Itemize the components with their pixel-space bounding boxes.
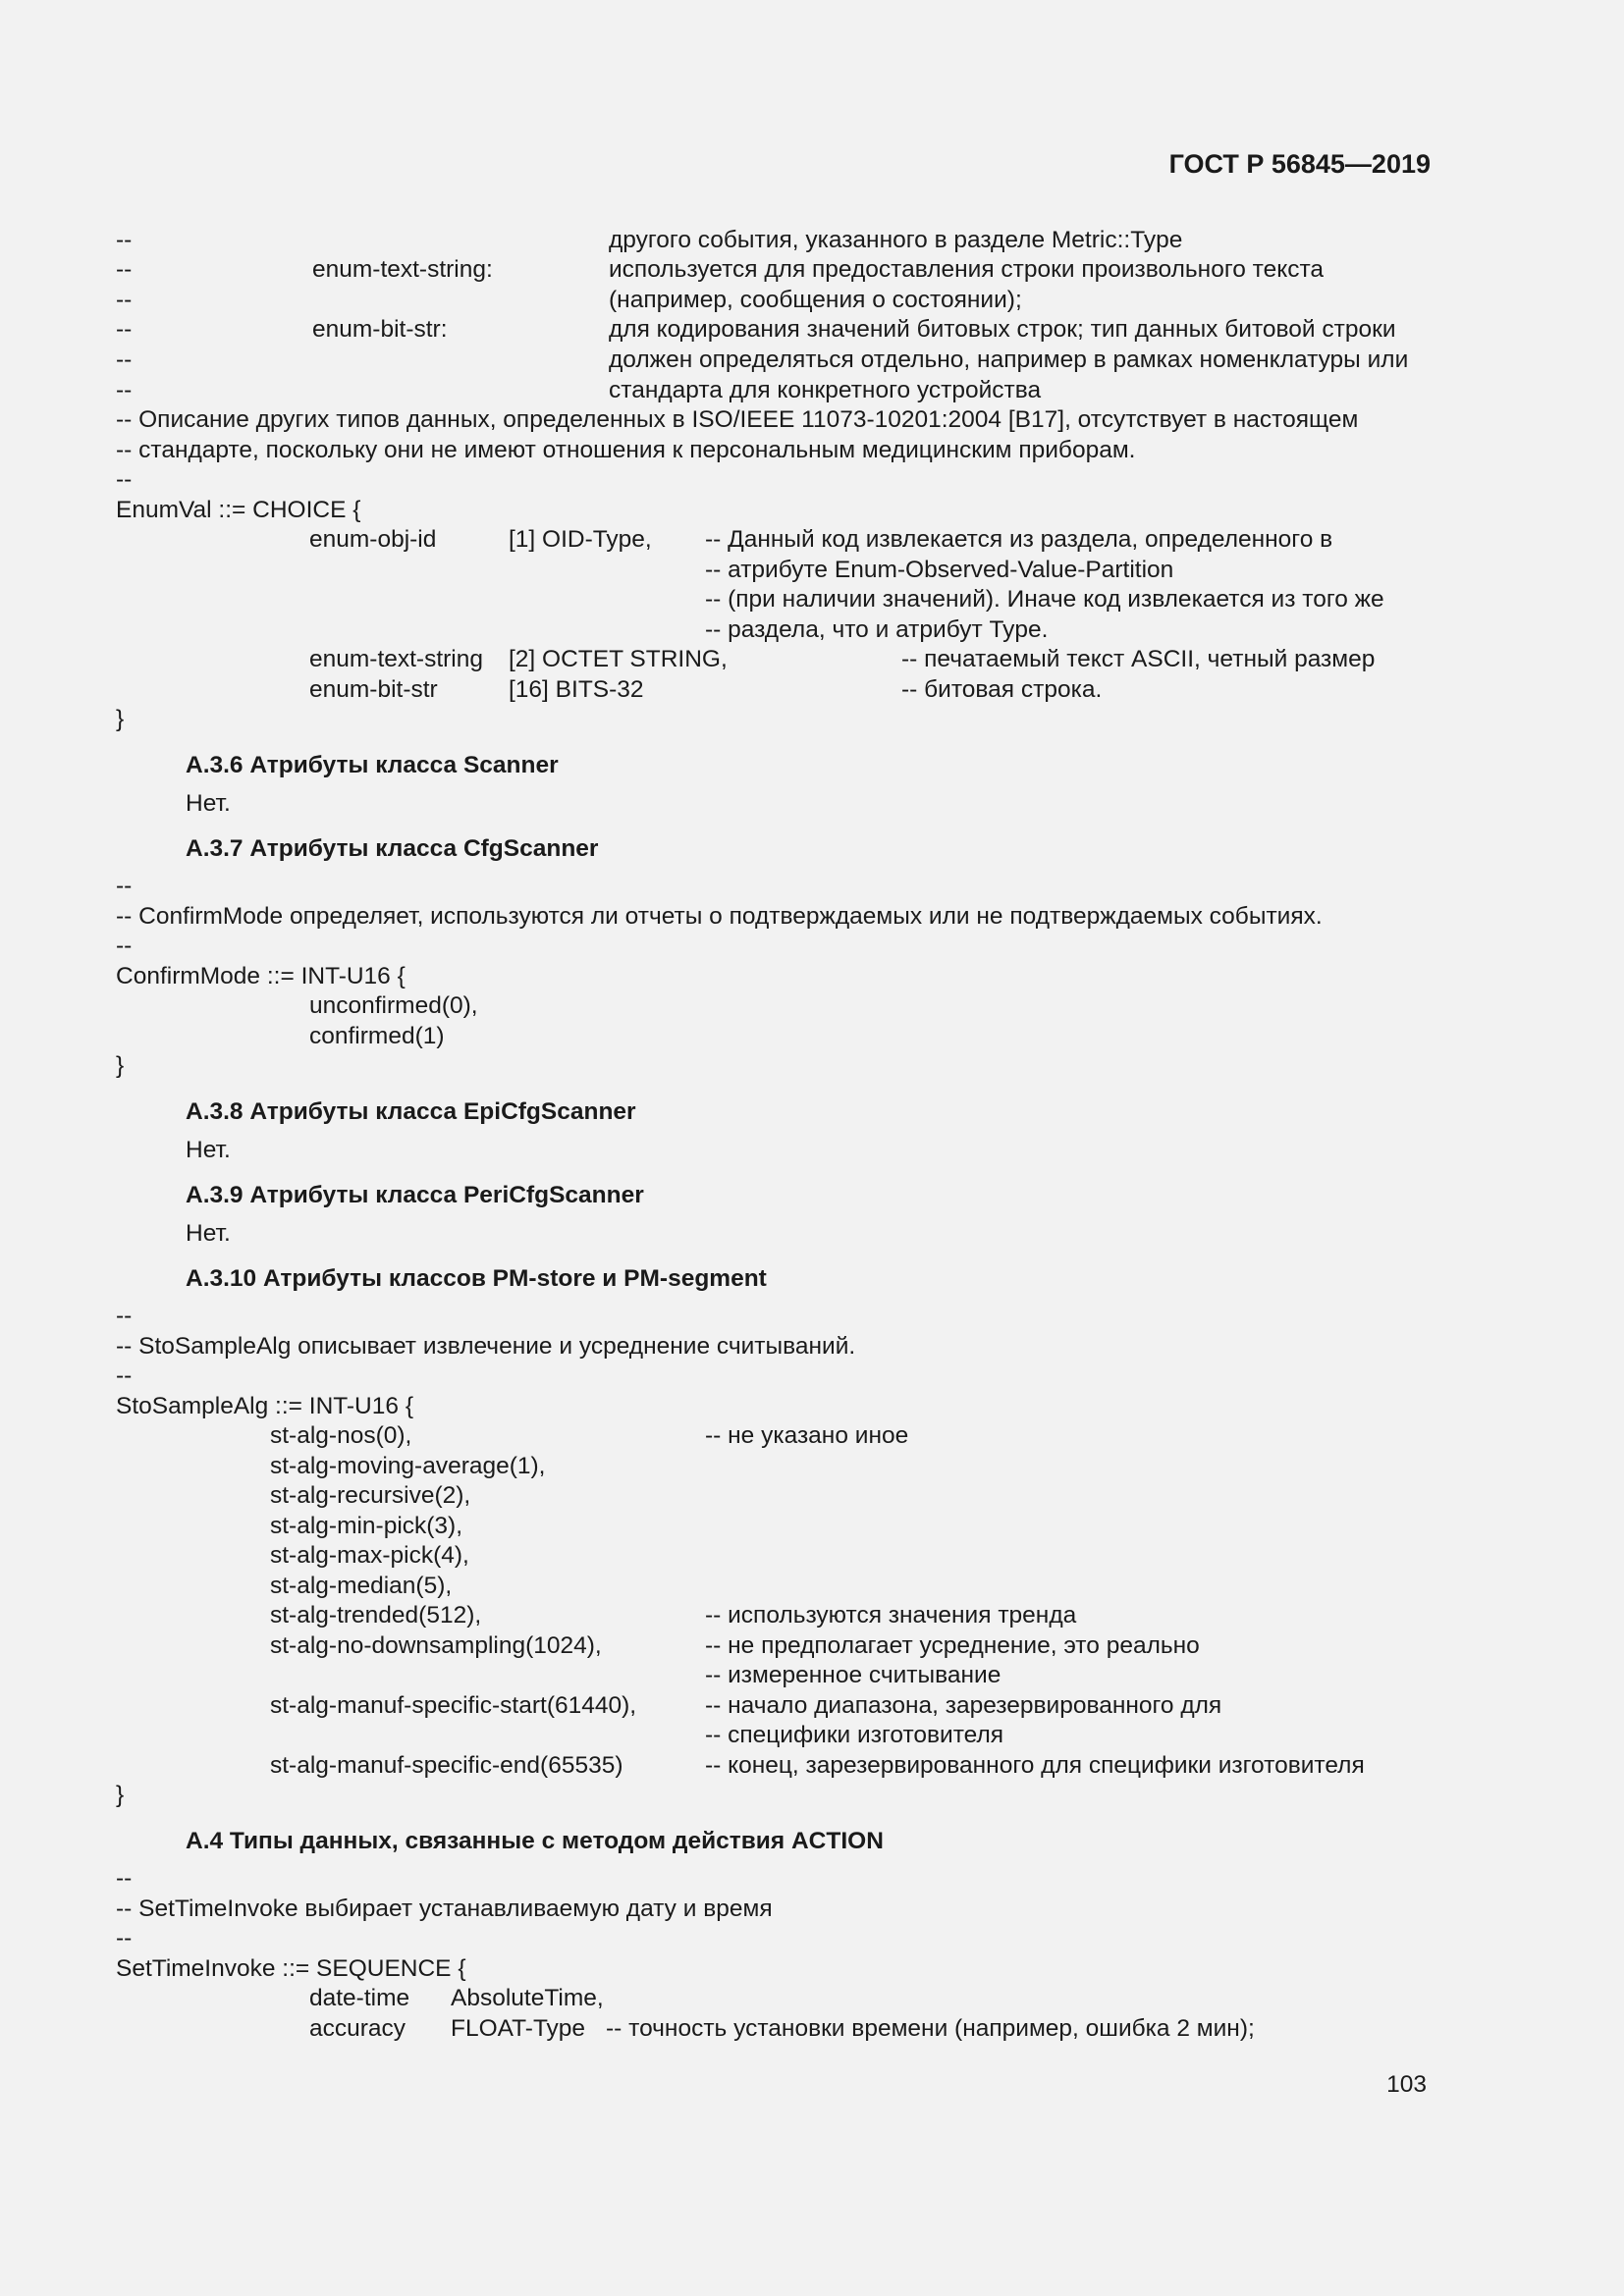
code-line: } bbox=[116, 1052, 125, 1079]
section-heading: А.3.9 Атрибуты класса PeriCfgScanner bbox=[186, 1182, 644, 1208]
code-line-segment: date-time bbox=[309, 1985, 410, 2011]
code-line: st-alg-max-pick(4), bbox=[270, 1542, 469, 1569]
code-line-segment: стандарта для конкретного устройства bbox=[609, 377, 1042, 403]
code-line-segment: enum-text-string bbox=[309, 646, 484, 672]
code-line-segment: st-alg-nos(0), bbox=[270, 1422, 412, 1449]
code-line-segment: AbsoluteTime, bbox=[451, 1985, 604, 2011]
code-line-segment: -- начало диапазона, зарезервированного для bbox=[705, 1692, 1222, 1719]
code-line: unconfirmed(0), bbox=[309, 992, 478, 1019]
code-line-segment: -- bbox=[116, 287, 133, 313]
code-line-segment: st-alg-no-downsampling(1024), bbox=[270, 1632, 602, 1659]
code-line-segment: -- используются значения тренда bbox=[705, 1602, 1077, 1629]
code-line: -- SetTimeInvoke выбирает устанавливаемую дату и время bbox=[116, 1896, 773, 1922]
code-line: -- bbox=[116, 466, 133, 493]
code-line-segment: -- bbox=[116, 347, 133, 373]
code-line: -- (при наличии значений). Иначе код извлекается из того же bbox=[705, 586, 1384, 613]
code-line-segment: -- Данный код извлекается из раздела, определенного в bbox=[705, 526, 1333, 553]
code-line-segment: -- конец, зарезервированного для специфики изготовителя bbox=[705, 1752, 1365, 1779]
code-line-segment: FLOAT-Type bbox=[451, 2015, 586, 2042]
code-line-segment: -- bbox=[116, 256, 133, 283]
code-line: ConfirmMode ::= INT-U16 { bbox=[116, 963, 406, 989]
code-line-segment: enum-bit-str: bbox=[312, 316, 448, 343]
code-line: Нет. bbox=[186, 1137, 231, 1163]
code-line: -- раздела, что и атрибут Type. bbox=[705, 616, 1049, 643]
code-line-segment: -- не предполагает усреднение, это реально bbox=[705, 1632, 1200, 1659]
code-line: -- bbox=[116, 1865, 133, 1892]
code-line: -- bbox=[116, 873, 133, 899]
code-line: -- ConfirmMode определяет, используются ли отчеты о подтверждаемых или не подтверждаемых событиях. bbox=[116, 903, 1323, 930]
code-line: } bbox=[116, 1782, 125, 1808]
document-header: ГОСТ Р 56845—2019 bbox=[1168, 149, 1431, 179]
code-line: st-alg-moving-average(1), bbox=[270, 1453, 546, 1479]
code-line-segment: -- bbox=[116, 227, 133, 253]
code-line-segment: st-alg-trended(512), bbox=[270, 1602, 482, 1629]
page-number: 103 bbox=[1386, 2071, 1427, 2098]
code-line: -- специфики изготовителя bbox=[705, 1722, 1004, 1748]
code-line-segment: [2] OCTET STRING, bbox=[509, 646, 728, 672]
code-line-segment: enum-obj-id bbox=[309, 526, 437, 553]
code-line-segment: -- точность установки времени (например, ошибка 2 мин); bbox=[606, 2015, 1255, 2042]
code-line-segment: [16] BITS-32 bbox=[509, 676, 644, 703]
code-line-segment: для кодирования значений битовых строк; тип данных битовой строки bbox=[609, 316, 1396, 343]
code-line: -- StoSampleAlg описывает извлечение и усреднение считываний. bbox=[116, 1333, 856, 1360]
code-line: -- измеренное считывание bbox=[705, 1662, 1001, 1688]
code-line-segment: enum-bit-str bbox=[309, 676, 438, 703]
section-heading: А.3.10 Атрибуты классов PM-store и PM-segment bbox=[186, 1265, 767, 1292]
code-line: confirmed(1) bbox=[309, 1023, 445, 1049]
section-heading: А.3.6 Атрибуты класса Scanner bbox=[186, 752, 559, 778]
code-line: -- bbox=[116, 1925, 133, 1951]
code-line: -- bbox=[116, 933, 133, 959]
code-line: -- атрибуте Enum-Observed-Value-Partition bbox=[705, 557, 1174, 583]
code-line-segment: st-alg-manuf-specific-end(65535) bbox=[270, 1752, 623, 1779]
code-line-segment: -- битовая строка. bbox=[901, 676, 1103, 703]
code-line-segment: -- bbox=[116, 316, 133, 343]
code-line-segment: enum-text-string: bbox=[312, 256, 493, 283]
code-line: SetTimeInvoke ::= SEQUENCE { bbox=[116, 1955, 466, 1982]
code-line-segment: [1] OID-Type, bbox=[509, 526, 652, 553]
code-line: } bbox=[116, 706, 125, 732]
code-line: st-alg-median(5), bbox=[270, 1573, 453, 1599]
code-line: -- Описание других типов данных, определенных в ISO/IEEE 11073-10201:2004 [B17], отсутствует в настоящем bbox=[116, 406, 1359, 433]
code-line-segment: accuracy bbox=[309, 2015, 406, 2042]
code-line: st-alg-min-pick(3), bbox=[270, 1513, 463, 1539]
code-line: st-alg-recursive(2), bbox=[270, 1482, 471, 1509]
section-heading: А.3.8 Атрибуты класса EpiCfgScanner bbox=[186, 1098, 636, 1125]
code-line: -- bbox=[116, 1303, 133, 1329]
code-line-segment: другого события, указанного в разделе Metric::Type bbox=[609, 227, 1183, 253]
code-line: Нет. bbox=[186, 1220, 231, 1247]
code-line-segment: -- bbox=[116, 377, 133, 403]
code-line-segment: -- не указано иное bbox=[705, 1422, 909, 1449]
section-heading: А.4 Типы данных, связанные с методом действия ACTION bbox=[186, 1828, 884, 1854]
code-line-segment: st-alg-manuf-specific-start(61440), bbox=[270, 1692, 637, 1719]
code-line-segment: должен определяться отдельно, например в рамках номенклатуры или bbox=[609, 347, 1409, 373]
code-line: -- стандарте, поскольку они не имеют отношения к персональным медицинским приборам. bbox=[116, 437, 1136, 463]
code-line: StoSampleAlg ::= INT-U16 { bbox=[116, 1393, 413, 1419]
code-line-segment: -- печатаемый текст ASCII, четный размер bbox=[901, 646, 1376, 672]
code-line-segment: (например, сообщения о состоянии); bbox=[609, 287, 1022, 313]
section-heading: А.3.7 Атрибуты класса CfgScanner bbox=[186, 835, 599, 862]
code-line-segment: используется для предоставления строки произвольного текста bbox=[609, 256, 1325, 283]
code-line: Нет. bbox=[186, 790, 231, 817]
code-line: -- bbox=[116, 1362, 133, 1389]
code-line: EnumVal ::= CHOICE { bbox=[116, 497, 361, 523]
